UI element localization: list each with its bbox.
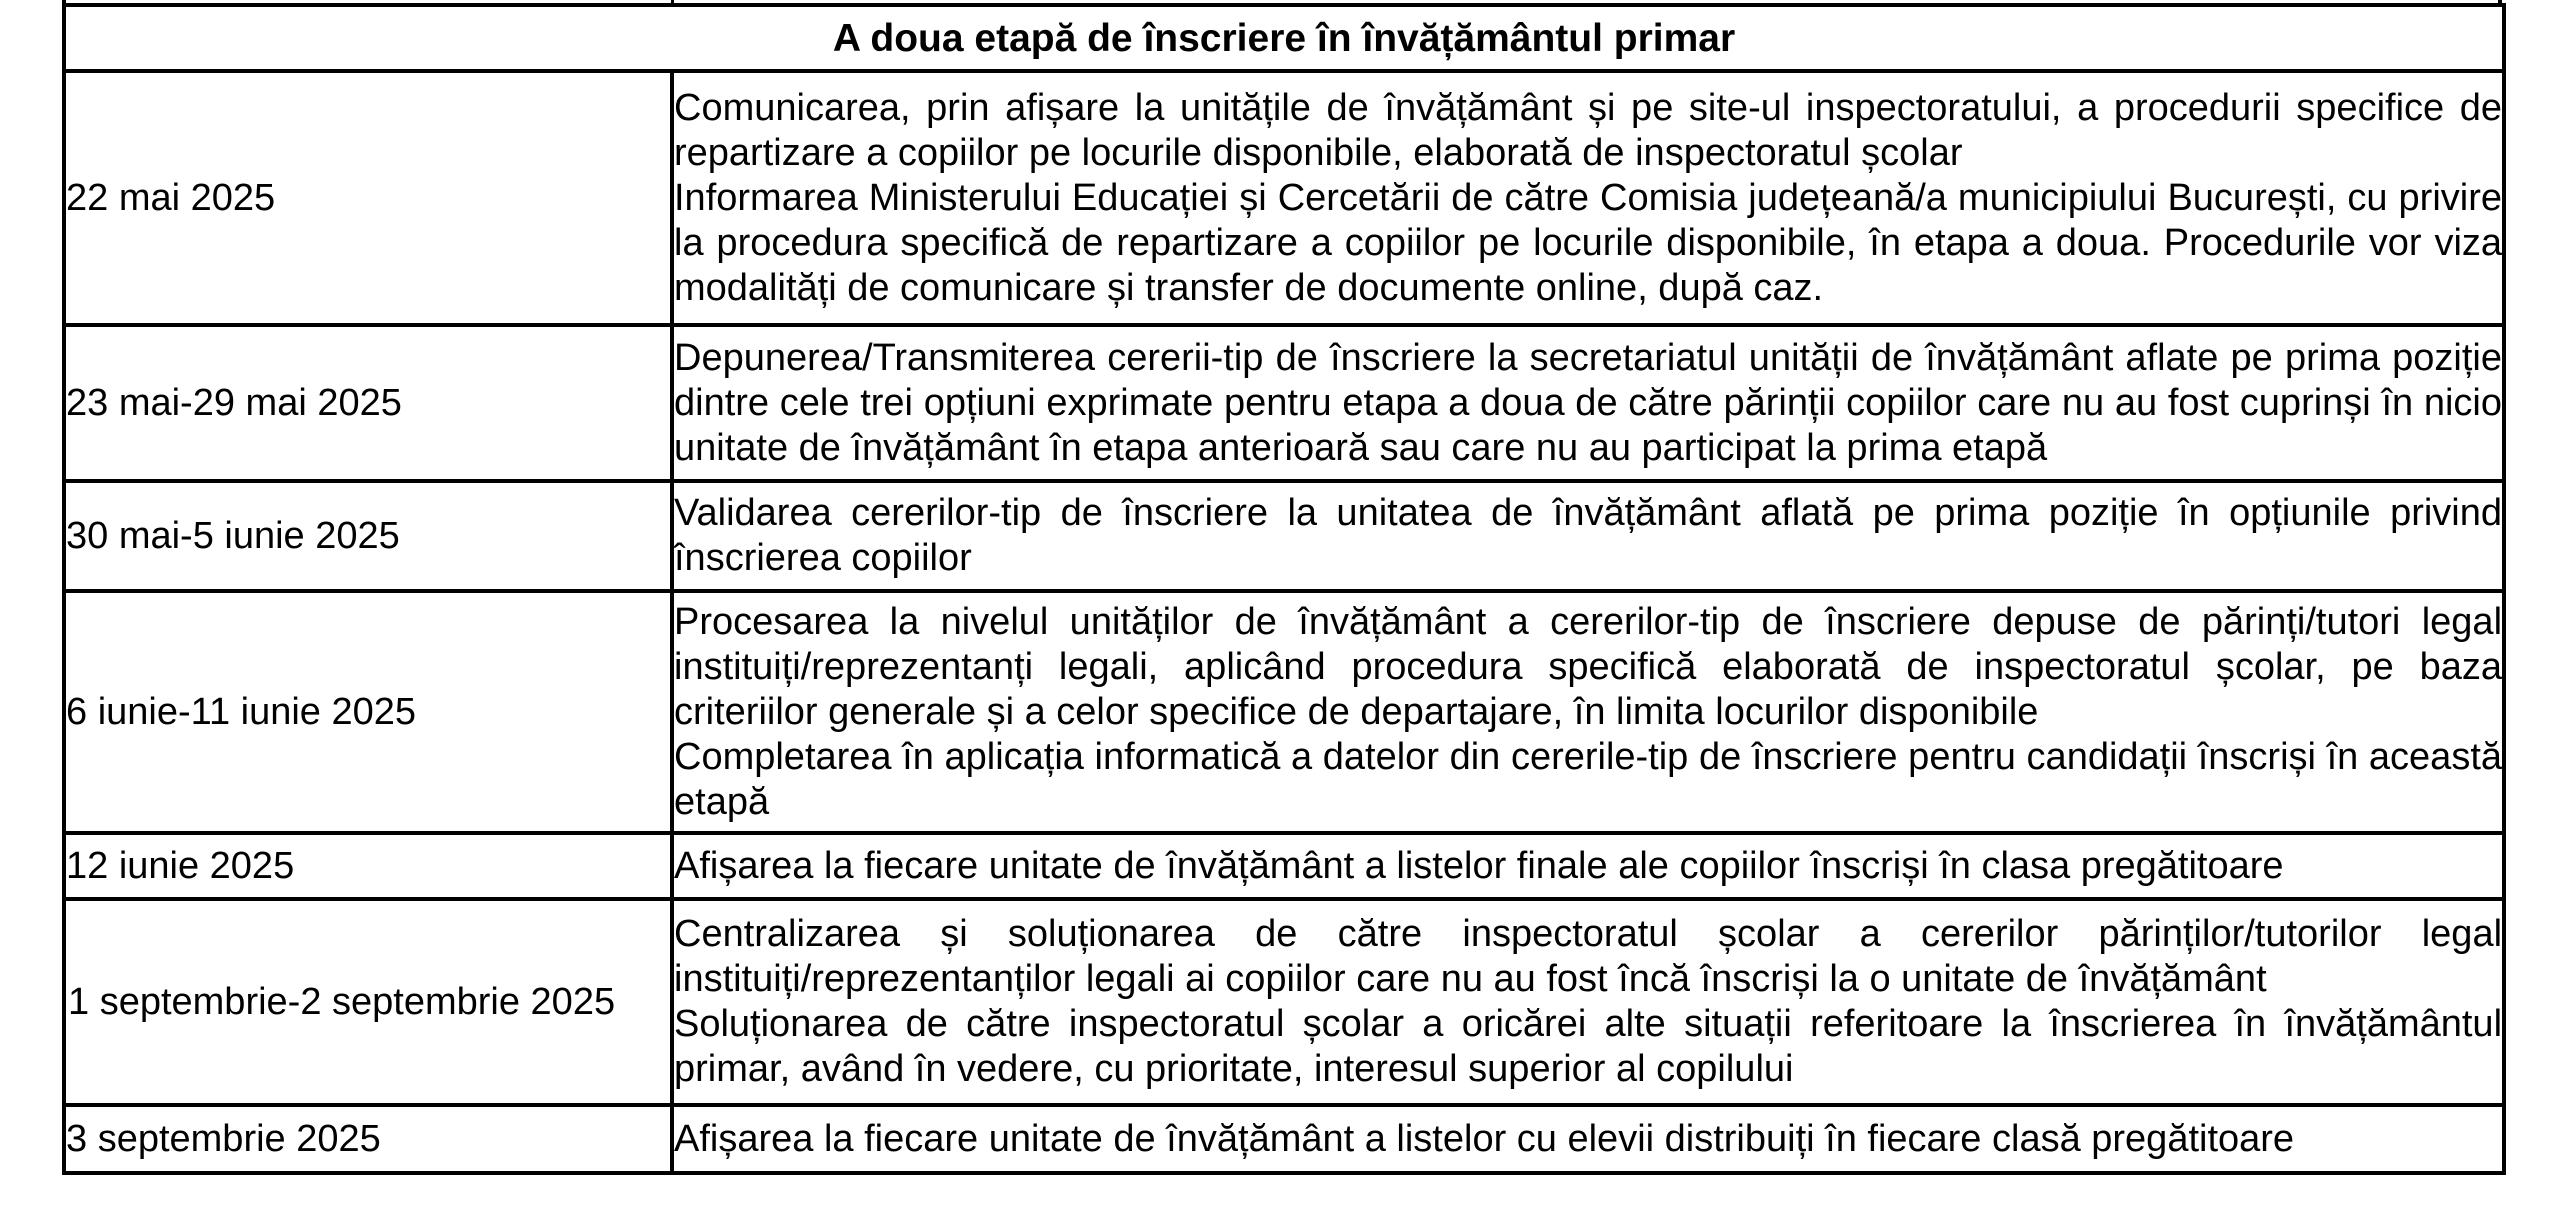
row-description — [672, 833, 2504, 899]
row-description — [672, 591, 2504, 833]
row-description — [672, 481, 2504, 591]
enrollment-schedule-table — [62, 3, 2506, 1175]
table-row — [64, 481, 2504, 591]
table-row — [64, 71, 2504, 325]
table-row — [64, 591, 2504, 833]
row-date: 22 mai 2025 — [64, 71, 672, 325]
description-paragraph: Completarea în aplicația informatică a datelor din cererile-tip de înscriere pentru candidații înscriși în această etapă — [674, 735, 2503, 823]
description-paragraph: Comunicarea, prin afișare la unitățile de învățământ și pe site-ul inspectoratului, a procedurii specifice de repartizare a copiilor pe locurile disponibile, elaborată de inspectoratul școlar — [674, 86, 2503, 174]
description-paragraph: Validarea cererilor-tip de înscriere la unitatea de învățământ aflată pe prima poziție în opțiunile privind înscrierea copiilor — [674, 492, 2503, 579]
table-row — [64, 833, 2504, 899]
row-date: 12 iunie 2025 — [64, 833, 672, 899]
description-paragraph: Informarea Ministerului Educației și Cercetării de către Comisia județeană/a municipiului București, cu privire la procedura specifică de repartizare a copiilor pe locurile disponibile, în etapa a doua. Procedurile vor viza modalități de comunicare și transfer de documente online, după caz. — [674, 176, 2503, 309]
row-date: 30 mai-5 iunie 2025 — [64, 481, 672, 591]
section-title: A doua etapă de înscriere în învățământul primar — [64, 5, 2504, 71]
description-paragraph: Procesarea la nivelul unităților de învățământ a cererilor-tip de înscriere depuse de părinți/tutori legal instituiți/reprezentanți legali, aplicând procedura specifică elaborată de inspectoratul școlar, pe baza criteriilor generale și a celor specifice de departajare, în limita locurilor disponibile — [674, 600, 2503, 733]
table-row — [64, 899, 2504, 1105]
row-date: 1 septembrie-2 septembrie 2025 — [64, 899, 672, 1105]
row-description — [672, 71, 2504, 325]
row-date: 23 mai-29 mai 2025 — [64, 325, 672, 481]
description-paragraph: Centralizarea și soluționarea de către inspectoratul școlar a cererilor părinților/tutorilor legal instituiți/reprezentanților legali ai copiilor care nu au fost încă înscriși la o unitate de învățământ — [674, 913, 2503, 1000]
description-paragraph: Soluționarea de către inspectoratul școlar a oricărei alte situații referitoare la înscrierea în învățământul primar, având în vedere, cu prioritate, interesul superior al copilului — [674, 1003, 2503, 1090]
row-date: 6 iunie-11 iunie 2025 — [64, 591, 672, 833]
row-description — [672, 325, 2504, 481]
row-description — [672, 1105, 2504, 1173]
row-date: 3 septembrie 2025 — [64, 1105, 672, 1173]
row-description — [672, 899, 2504, 1105]
section-header-row — [64, 5, 2504, 71]
description-paragraph: Afișarea la fiecare unitate de învățământ a listelor cu elevii distribuiți în fiecare clasă pregătitoare — [674, 1117, 2295, 1160]
description-paragraph: Depunerea/Transmiterea cererii-tip de înscriere la secretariatul unității de învățământ aflate pe prima poziție dintre cele trei opțiuni exprimate pentru etapa a doua de către părinții copiilor care nu au fost cuprinși în nicio unitate de învățământ în etapa anterioară sau care nu au participat la prima etapă — [674, 336, 2503, 469]
table-row — [64, 1105, 2504, 1173]
description-paragraph: Afișarea la fiecare unitate de învățământ a listelor finale ale copiilor înscriși în clasa pregătitoare — [674, 844, 2284, 887]
table-row — [64, 325, 2504, 481]
